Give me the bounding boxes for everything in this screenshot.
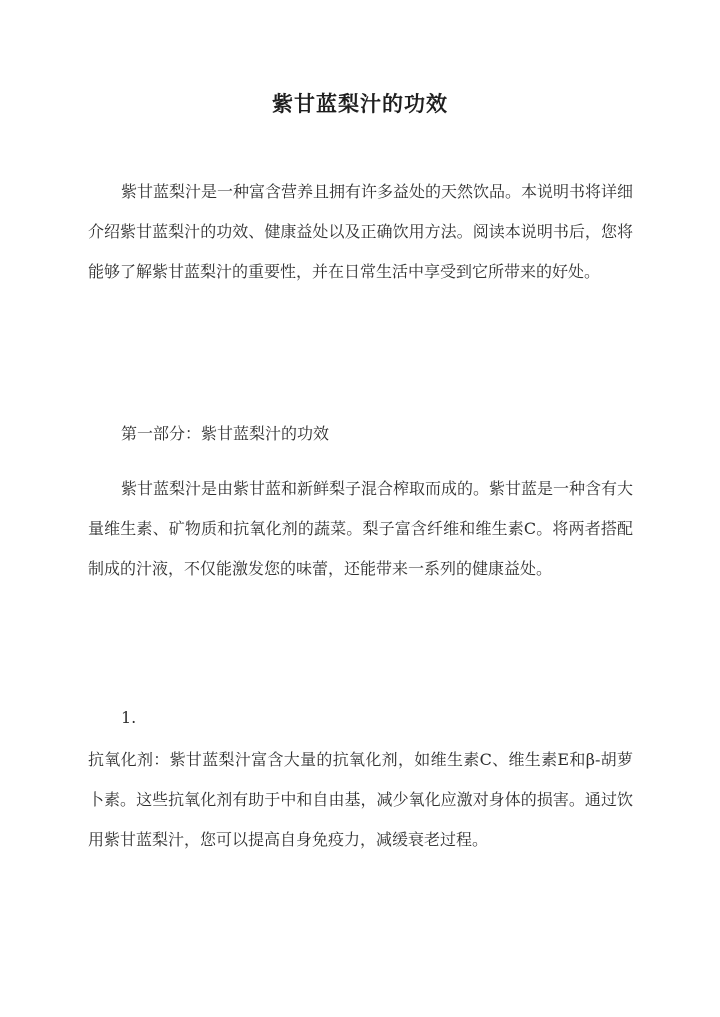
list-item-body: 抗氧化剂：紫甘蓝梨汁富含大量的抗氧化剂，如维生素C、维生素E和β-胡萝卜素。这些抗氧化剂有助于中和自由基，减少氧化应激对身体的损害。通过饮用紫甘蓝梨汁，您可以提高自身免疫力，减缓衰老过程。 (88, 750, 633, 849)
list-item-number: 1. (121, 708, 137, 727)
section-heading: 第一部分：紫甘蓝梨汁的功效 (121, 424, 330, 443)
section-body-paragraph: 紫甘蓝梨汁是由紫甘蓝和新鲜梨子混合榨取而成的。紫甘蓝是一种含有大量维生素、矿物质和抗氧化剂的蔬菜。梨子富含纤维和维生素C。将两者搭配制成的汁液，不仅能激发您的味蕾，还能带来一系列的健康益处。 (88, 479, 634, 578)
document-title: 紫甘蓝梨汁的功效 (272, 91, 448, 116)
intro-paragraph: 紫甘蓝梨汁是一种富含营养且拥有许多益处的天然饮品。本说明书将详细介绍紫甘蓝梨汁的功效、健康益处以及正确饮用方法。阅读本说明书后，您将能够了解紫甘蓝梨汁的重要性，并在日常生活中享受到它所带来的好处。 (88, 182, 634, 281)
